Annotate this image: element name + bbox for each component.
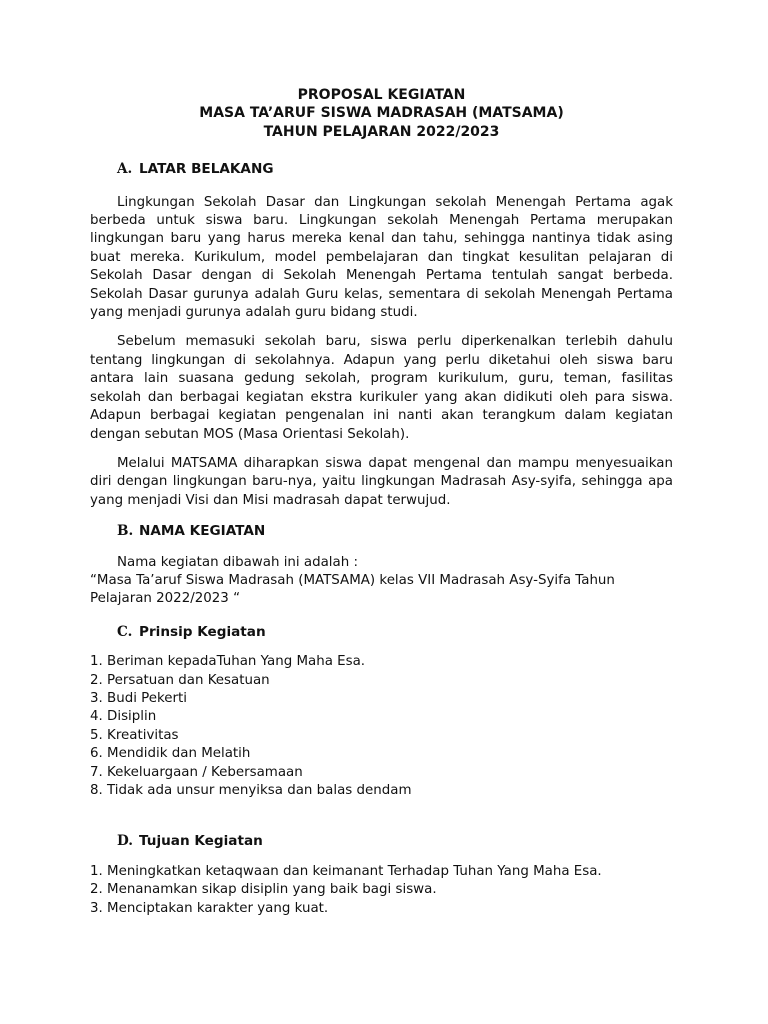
section-a-paragraph-1: Lingkungan Sekolah Dasar dan Lingkungan sekolah Menengah Pertama agak berbeda untuk siswa baru. Lingkungan sekolah Menengah Pertama merupakan lingkungan baru yang harus mereka kenal dan tahu, sehingga nantinya tidak asing buat mereka. Kurikulum, model pembelajaran dan tingkat kesulitan pelajaran di Sekolah Dasar dengan di Sekolah Menengah Pertama tentulah sangat berbeda. Sekolah Dasar gurunya adalah Guru kelas, sementara di sekolah Menengah Pertama yang menjadi gurunya adalah guru bidang studi. [90,194,673,321]
list-item: 6. Mendidik dan Melatih [90,746,251,762]
list-item: 7. Kekeluargaan / Kebersamaan [90,764,303,780]
document-title [90,86,673,141]
section-d-list [90,863,673,918]
section-c-heading [117,623,673,641]
section-b-title: NAMA KEGIATAN [139,523,266,540]
section-a-heading [117,160,673,178]
title-line-3: TAHUN PELAJARAN 2022/2023 [263,123,500,140]
list-item: 1. Meningkatkan ketaqwaan dan keimanant Terhadap Tuhan Yang Maha Esa. [90,863,602,879]
list-item: 5. Kreativitas [90,727,179,743]
title-line-2: MASA TA’ARUF SISWA MADRASAH (MATSAMA) [199,105,564,122]
list-item: 1. Beriman kepadaTuhan Yang Maha Esa. [90,654,366,670]
section-a-letter: A. [117,161,133,178]
section-b-heading [117,522,673,540]
title-line-1: PROPOSAL KEGIATAN [297,87,466,103]
section-b-intro: Nama kegiatan dibawah ini adalah : [117,554,358,570]
section-d-letter: D. [117,833,134,850]
section-d-title: Tujuan Kegiatan [139,833,263,850]
list-item: 2. Persatuan dan Kesatuan [90,672,270,688]
list-item: 3. Budi Pekerti [90,690,188,706]
section-b-activity-name: “Masa Ta’aruf Siswa Madrasah (MATSAMA) kelas VII Madrasah Asy-Syifa Tahun Pelajaran 2022/2023 “ [90,572,615,607]
section-a-paragraph-3: Melalui MATSAMA diharapkan siswa dapat mengenal dan mampu menyesuaikan diri dengan lingkungan baru-nya, yaitu lingkungan Madrasah Asy-syifa, sehingga apa yang menjadi Visi dan Misi madrasah dapat terwujud. [90,455,673,508]
section-b-letter: B. [117,523,134,540]
section-d-heading [117,832,673,850]
list-item: 2. Menanamkan sikap disiplin yang baik bagi siswa. [90,882,437,898]
section-a-title: LATAR BELAKANG [139,161,274,178]
section-a-paragraph-2: Sebelum memasuki sekolah baru, siswa perlu diperkenalkan terlebih dahulu tentang lingkungan di sekolahnya. Adapun yang perlu diketahui oleh siswa baru antara lain suasana gedung sekolah, program kurikulum, guru, teman, fasilitas sekolah dan berbagai kegiatan ekstra kurikuler yang akan didikuti oleh para siswa. Adapun berbagai kegiatan pengenalan ini nanti akan terangkum dalam kegiatan dengan sebutan MOS (Masa Orientasi Sekolah). [90,334,673,442]
section-c-letter: C. [117,623,133,640]
list-item: 3. Menciptakan karakter yang kuat. [90,900,329,916]
list-item: 8. Tidak ada unsur menyiksa dan balas dendam [90,783,412,798]
section-c-list [90,653,673,800]
document-content [90,86,673,918]
list-item: 4. Disiplin [90,709,157,725]
section-c-title: Prinsip Kegiatan [139,623,266,640]
